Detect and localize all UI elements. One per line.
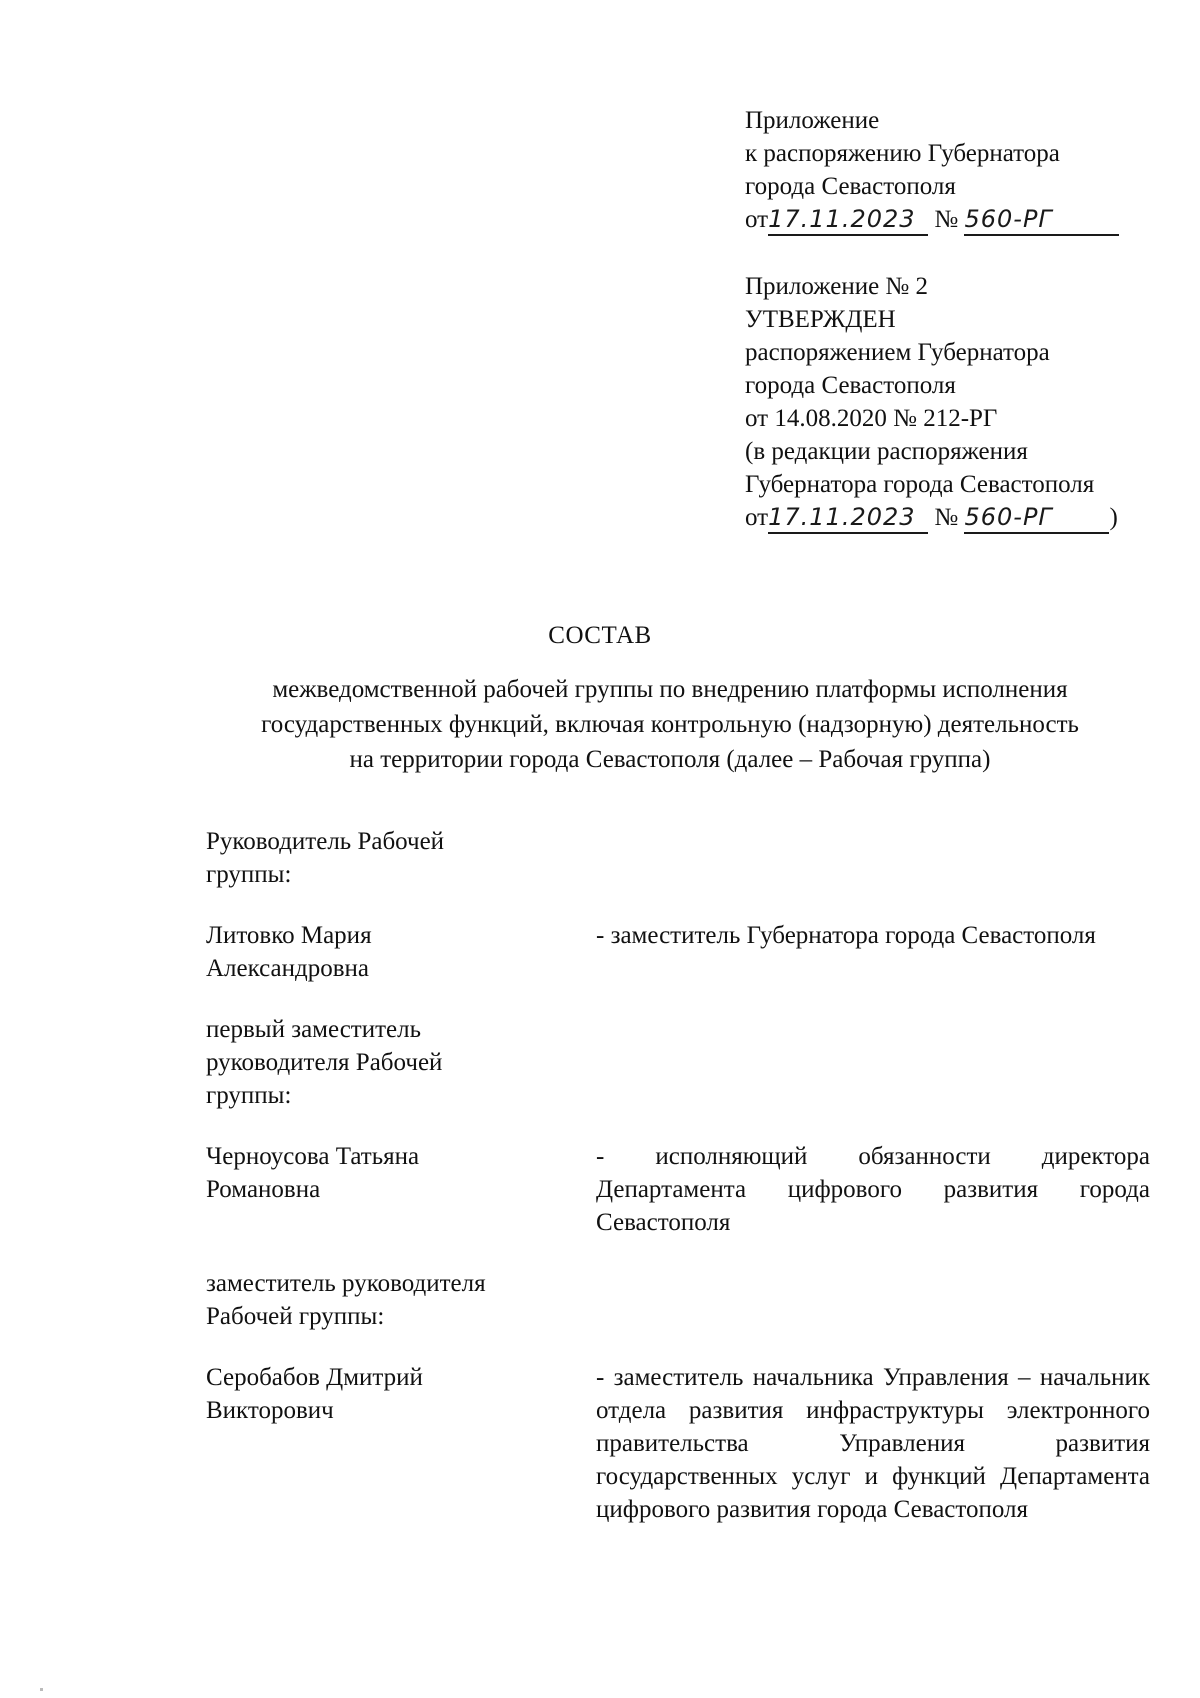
approval-line-6: (в редакции распоряжения (745, 438, 1028, 465)
approval-line-2: УТВЕРЖДЕН (745, 306, 896, 333)
section-title-first-deputy (206, 1013, 546, 1112)
member-name-line: Черноусова Татьяна (206, 1143, 420, 1170)
document-title: СОСТАВ (548, 622, 652, 649)
member-row (206, 919, 1150, 985)
section-title-line: группы: (206, 861, 292, 888)
member-row (206, 1140, 1150, 1239)
appendix-handwritten-date: 17.11.2023 (768, 205, 916, 233)
section-title-line: первый заместитель (206, 1016, 422, 1043)
member-name-line: Литовко Мария (206, 922, 372, 949)
appendix-date-field (768, 205, 928, 236)
member-position: - заместитель начальника Управления – начальник отдела развития инфраструктуры электронного правительства Управления развития государственных услуг и функций Департамента цифрового развития города Севастополя (596, 1364, 1150, 1523)
member-name-line: Александровна (206, 955, 370, 982)
section-title-line: заместитель руководителя (206, 1270, 486, 1297)
member-name (206, 919, 596, 985)
approval-date-line (745, 501, 1185, 534)
appendix-line-1: Приложение (745, 107, 880, 134)
approval-handwritten-date: 17.11.2023 (768, 503, 916, 531)
approval-line-3: распоряжением Губернатора (745, 339, 1050, 366)
appendix-number-field (964, 205, 1119, 236)
member-position: - исполняющий обязанности директора Департамента цифрового развития города Севастополя (596, 1143, 1150, 1236)
member-name-line: Серобабов Дмитрий (206, 1364, 423, 1391)
approval-closing-paren: ) (1109, 504, 1118, 531)
approval-number-field (964, 503, 1109, 534)
appendix-line-3: города Севастополя (745, 173, 956, 200)
appendix-handwritten-number: 560-РГ (964, 205, 1053, 233)
approval-line-4: города Севастополя (745, 372, 956, 399)
section-title-deputy (206, 1267, 546, 1333)
member-position: - заместитель Губернатора города Севастополя (596, 922, 1096, 949)
section-title-line: группы: (206, 1082, 292, 1109)
appendix-line-2: к распоряжению Губернатора (745, 140, 1060, 167)
approval-line-1: Приложение № 2 (745, 273, 929, 300)
scan-artifact (40, 1688, 43, 1691)
approval-line-7: Губернатора города Севастополя (745, 471, 1095, 498)
approval-date-field (768, 503, 928, 534)
approval-header (745, 270, 1185, 534)
approval-number-sign: № (934, 504, 959, 531)
section-title-line: Рабочей группы: (206, 1303, 385, 1330)
appendix-header (745, 104, 1185, 236)
subtitle-line-1: межведомственной рабочей группы по внедрению платформы исполнения (272, 676, 1068, 703)
subtitle-line-3: на территории города Севастополя (далее – Рабочая группа) (349, 746, 991, 773)
section-title-line: Руководитель Рабочей (206, 828, 445, 855)
appendix-date-line (745, 203, 1185, 236)
members-list (206, 825, 1150, 1554)
member-name (206, 1361, 596, 1526)
approval-handwritten-number: 560-РГ (964, 503, 1053, 531)
member-name (206, 1140, 596, 1239)
document-subtitle (190, 672, 1150, 777)
approval-date-prefix: от (745, 504, 769, 531)
approval-line-5: от 14.08.2020 № 212-РГ (745, 405, 998, 432)
subtitle-line-2: государственных функций, включая контрольную (надзорную) деятельность (261, 711, 1079, 738)
member-row (206, 1361, 1150, 1526)
section-title-head (206, 825, 546, 891)
section-title-line: руководителя Рабочей (206, 1049, 443, 1076)
member-name-line: Викторович (206, 1397, 334, 1424)
member-name-line: Романовна (206, 1176, 321, 1203)
appendix-number-sign: № (934, 206, 959, 233)
appendix-date-prefix: от (745, 206, 769, 233)
